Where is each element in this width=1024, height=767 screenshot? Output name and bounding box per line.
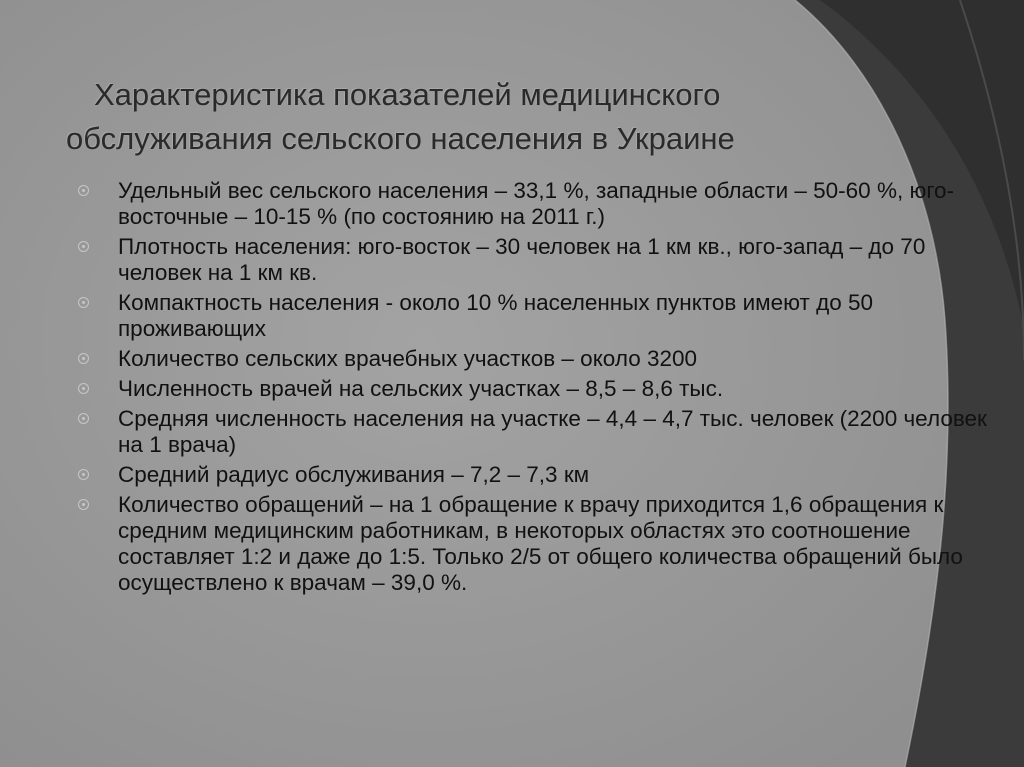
bullet-text: Компактность населения - около 10 % населенных пунктов имеют до 50 проживающих [118, 290, 873, 341]
bullet-text: Численность врачей на сельских участках – 8,5 – 8,6 тыс. [118, 376, 724, 401]
bullet-icon [78, 499, 89, 510]
bullet-item [78, 234, 998, 286]
bullet-item [78, 290, 998, 342]
bullet-item [78, 178, 998, 230]
bullet-text: Средний радиус обслуживания – 7,2 – 7,3 км [118, 462, 590, 487]
bullet-icon [78, 241, 89, 252]
bullet-icon [78, 413, 89, 424]
bullet-text: Плотность населения: юго-восток – 30 человек на 1 км кв., юго-запад – до 70 человек на 1 км кв. [118, 234, 926, 285]
bullet-icon [78, 185, 89, 196]
bullet-list [78, 178, 998, 600]
bullet-item [78, 346, 998, 372]
bullet-item [78, 406, 998, 458]
slide-title-line-2: обслуживания сельского населения в Украине [66, 120, 735, 156]
bullet-item [78, 492, 998, 596]
bullet-item [78, 462, 998, 488]
bullet-text: Удельный вес сельского населения – 33,1 %, западные области – 50-60 %, юго-восточные – 10-15 % (по состоянию на 2011 г.) [118, 178, 955, 229]
bullet-text: Количество обращений – на 1 обращение к врачу приходится 1,6 обращения к средним медицинским работникам, в некоторых областях это соотношение составляет 1:2 и даже до 1:5. Только 2/5 от общего количества обращений было осуществлено к врачам – 39,0 %. [118, 492, 963, 595]
bullet-icon [78, 297, 89, 308]
bullet-icon [78, 469, 89, 480]
slide-title-line-1: Характеристика показателей медицинского [94, 76, 721, 112]
slide-title [66, 73, 926, 161]
bullet-text: Количество сельских врачебных участков – около 3200 [118, 346, 698, 371]
bullet-item [78, 376, 998, 402]
bullet-icon [78, 383, 89, 394]
bullet-icon [78, 353, 89, 364]
bullet-text: Средняя численность населения на участке – 4,4 – 4,7 тыс. человек (2200 человек на 1 врача) [118, 406, 987, 457]
